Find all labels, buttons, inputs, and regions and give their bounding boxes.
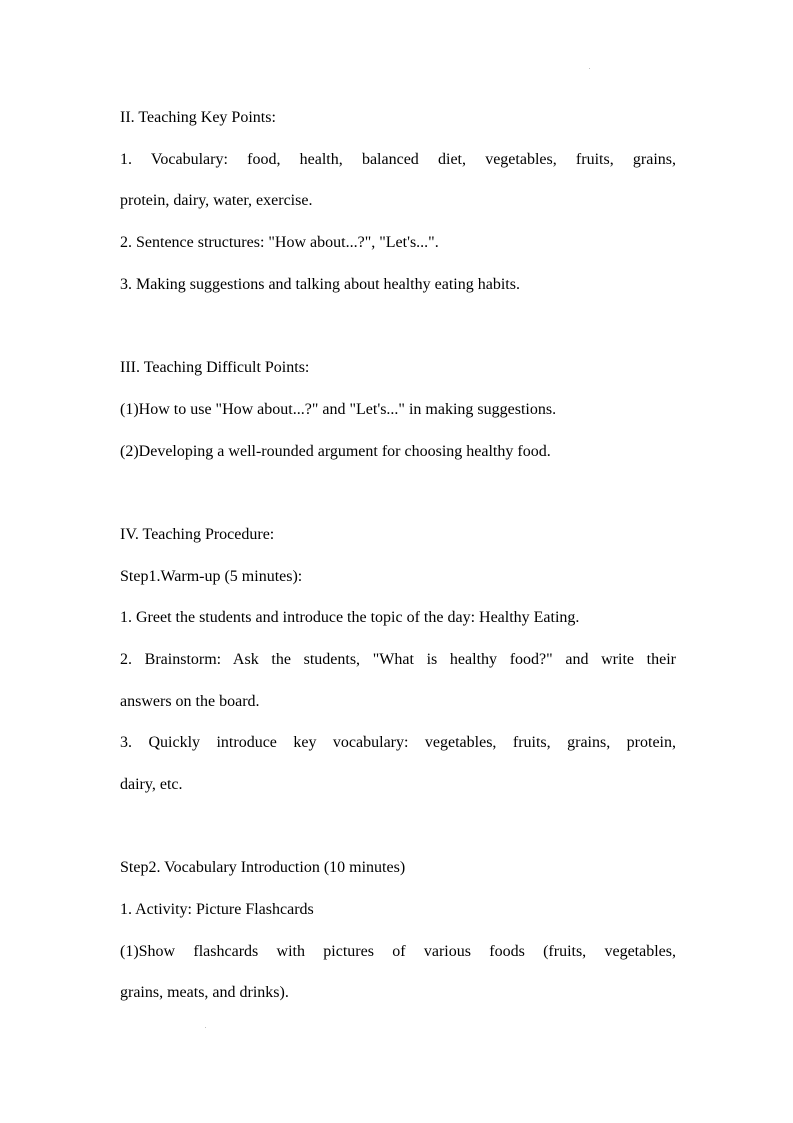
text-line: (1)Show flashcards with pictures of various foods (fruits, vegetables,: [120, 942, 676, 960]
text-line: II. Teaching Key Points:: [120, 109, 276, 126]
scan-speck: [589, 68, 590, 69]
text-line: 2. Brainstorm: Ask the students, "What is healthy food?" and write their: [120, 650, 676, 668]
blank-line: [120, 305, 676, 347]
text-line: III. Teaching Difficult Points:: [120, 359, 310, 377]
text-line: grains, meats, and drinks).: [120, 984, 289, 1002]
text-line: 1. Activity: Picture Flashcards: [120, 901, 314, 919]
document-body: [120, 97, 676, 1014]
text-line: 2. Sentence structures: "How about...?", "Let's...".: [120, 234, 439, 252]
text-line: 3. Making suggestions and talking about healthy eating habits.: [120, 275, 520, 293]
text-line: (2)Developing a well-rounded argument for choosing healthy food.: [120, 442, 551, 460]
text-line: 1. Vocabulary: food, health, balanced diet, vegetables, fruits, grains,: [120, 150, 676, 168]
scan-speck: [205, 1027, 206, 1028]
text-line: dairy, etc.: [120, 776, 183, 793]
text-line: (1)How to use "How about...?" and "Let's..." in making suggestions.: [120, 400, 557, 418]
text-line: IV. Teaching Procedure:: [120, 525, 275, 543]
text-line: protein, dairy, water, exercise.: [120, 192, 313, 210]
text-line: answers on the board.: [120, 692, 260, 710]
blank-line: [120, 806, 676, 848]
text-line: 3. Quickly introduce key vocabulary: vegetables, fruits, grains, protein,: [120, 734, 676, 752]
blank-line: [120, 472, 676, 514]
text-line: 1. Greet the students and introduce the topic of the day: Healthy Eating.: [120, 609, 580, 627]
text-line: Step2. Vocabulary Introduction (10 minutes): [120, 859, 406, 877]
text-line: Step1.Warm-up (5 minutes):: [120, 567, 303, 585]
